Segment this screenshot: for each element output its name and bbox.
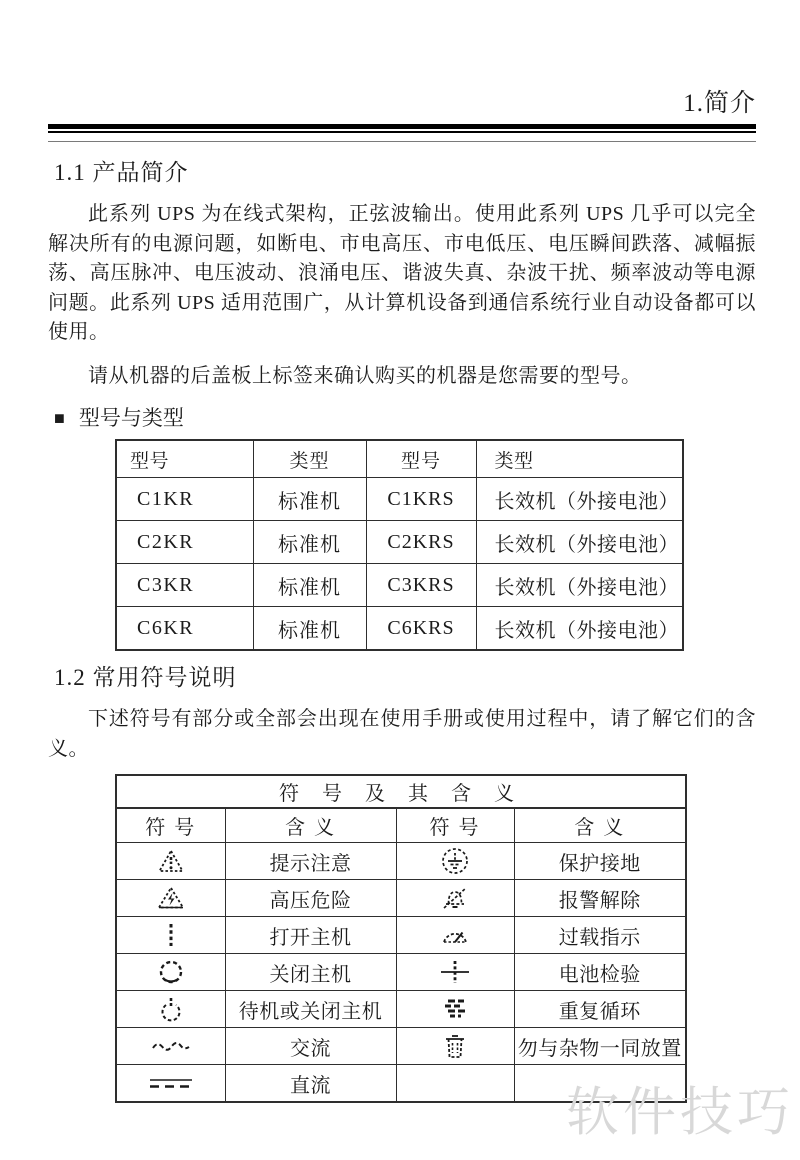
table-row — [116, 843, 686, 880]
models-subheading — [54, 403, 756, 433]
watermark-text: 软件技巧 — [566, 1082, 794, 1143]
power-off-icon — [158, 959, 184, 985]
meaning-cell: 关闭主机 — [225, 954, 396, 991]
type-cell: 长效机（外接电池） — [476, 478, 683, 521]
dc-icon — [148, 1077, 194, 1090]
type-cell: 长效机（外接电池） — [476, 607, 683, 651]
meaning-cell: 直流 — [225, 1065, 396, 1103]
no-trash-icon — [443, 1033, 467, 1059]
type-cell: 标准机 — [253, 607, 366, 651]
table-row — [116, 880, 686, 917]
header-rule-thick — [48, 124, 756, 129]
protective-earth-icon — [441, 847, 469, 875]
model-cell: C1KR — [116, 478, 253, 521]
section-1-1-title: 1.1 产品简介 — [54, 160, 189, 185]
overload-icon — [440, 923, 470, 947]
meaning-cell: 重复循环 — [514, 991, 686, 1028]
high-voltage-icon — [157, 886, 185, 910]
symbol-cell — [396, 954, 514, 991]
model-cell: C3KR — [116, 564, 253, 607]
meaning-cell: 过载指示 — [514, 917, 686, 954]
model-cell: C2KR — [116, 521, 253, 564]
column-header: 含 义 — [514, 808, 686, 843]
type-cell: 长效机（外接电池） — [476, 521, 683, 564]
column-header: 符 号 — [396, 808, 514, 843]
type-cell: 标准机 — [253, 478, 366, 521]
symbol-cell — [116, 1028, 225, 1065]
column-header: 型号 — [116, 440, 253, 478]
column-header: 含 义 — [225, 808, 396, 843]
header-rule-thin — [48, 131, 756, 133]
chapter-title: 1.简介 — [683, 90, 756, 117]
table-row — [116, 991, 686, 1028]
table-title-row — [116, 775, 686, 808]
table-row — [116, 1028, 686, 1065]
type-cell: 长效机（外接电池） — [476, 564, 683, 607]
model-check-paragraph: 请从机器的后盖板上标签来确认购买的机器是您需要的型号。 — [88, 364, 642, 387]
meaning-cell: 电池检验 — [514, 954, 686, 991]
column-header: 型号 — [366, 440, 476, 478]
symbol-cell — [116, 1065, 225, 1103]
table-header-row — [116, 440, 683, 478]
symbol-cell — [116, 843, 225, 880]
symbol-cell — [396, 843, 514, 880]
meaning-cell: 报警解除 — [514, 880, 686, 917]
table-row — [116, 954, 686, 991]
model-cell: C6KRS — [366, 607, 476, 651]
column-header: 类型 — [476, 440, 683, 478]
symbol-table — [115, 774, 687, 1103]
symbol-cell — [116, 991, 225, 1028]
empty-cell — [396, 1065, 514, 1103]
meaning-cell: 交流 — [225, 1028, 396, 1065]
standby-icon — [159, 996, 183, 1022]
recycle-icon — [442, 997, 468, 1021]
column-header: 符 号 — [116, 808, 225, 843]
model-cell: C3KRS — [366, 564, 476, 607]
square-bullet-icon: ■ — [54, 408, 65, 428]
meaning-cell: 勿与杂物一同放置 — [514, 1028, 686, 1065]
model-cell: C2KRS — [366, 521, 476, 564]
warning-triangle-icon — [158, 849, 184, 873]
page-content — [0, 88, 800, 1103]
table-row — [116, 478, 683, 521]
model-cell: C6KR — [116, 607, 253, 651]
header-rule-light — [48, 141, 756, 142]
symbol-table-title: 符 号 及 其 含 义 — [116, 775, 686, 808]
power-on-icon — [166, 922, 176, 948]
meaning-cell: 待机或关闭主机 — [225, 991, 396, 1028]
models-subheading-label: 型号与类型 — [78, 406, 184, 430]
model-type-table — [115, 439, 684, 651]
table-row — [116, 917, 686, 954]
meaning-cell: 高压危险 — [225, 880, 396, 917]
symbol-cell — [116, 880, 225, 917]
symbol-cell — [116, 917, 225, 954]
section-1-2-title: 1.2 常用符号说明 — [54, 665, 237, 690]
table-row — [116, 521, 683, 564]
symbols-intro-paragraph: 下述符号有部分或全部会出现在使用手册或使用过程中，请了解它们的含义。 — [48, 708, 756, 760]
type-cell: 标准机 — [253, 564, 366, 607]
table-row — [116, 607, 683, 651]
symbol-cell — [116, 954, 225, 991]
column-header: 类型 — [253, 440, 366, 478]
symbol-cell — [396, 1028, 514, 1065]
symbol-cell — [396, 880, 514, 917]
symbol-cell — [396, 917, 514, 954]
meaning-cell: 提示注意 — [225, 843, 396, 880]
type-cell: 标准机 — [253, 521, 366, 564]
alarm-silence-icon — [440, 885, 470, 911]
meaning-cell: 打开主机 — [225, 917, 396, 954]
table-header-row — [116, 808, 686, 843]
table-row — [116, 564, 683, 607]
meaning-cell: 保护接地 — [514, 843, 686, 880]
model-cell: C1KRS — [366, 478, 476, 521]
product-intro-paragraph: 此系列 UPS 为在线式架构，正弦波输出。使用此系列 UPS 几乎可以完全解决所有的电源问题，如断电、市电高压、市电低压、电压瞬间跌落、减幅振荡、高压脉冲、电压波动、浪涌电压、谐波失真、杂波干扰、频率波动等电源问题。此系列 UPS 适用范围广，从计算机设备到通信系统行业自动设备都可以使用。 — [48, 203, 756, 343]
battery-test-icon — [439, 959, 471, 985]
ac-icon — [150, 1039, 192, 1055]
symbol-cell — [396, 991, 514, 1028]
